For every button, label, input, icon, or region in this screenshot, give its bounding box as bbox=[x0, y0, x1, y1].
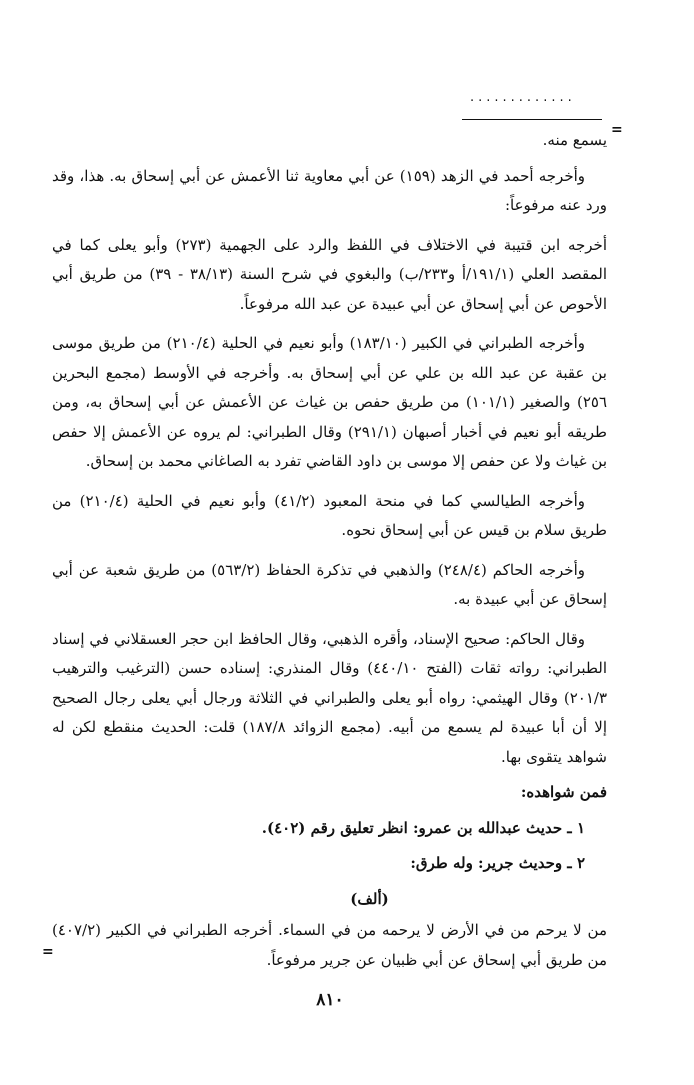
separator-dots: ............. bbox=[470, 90, 576, 105]
footnote-rule bbox=[462, 119, 602, 120]
paragraph-tayalisi: وأخرجه الطيالسي كما في منحة المعبود (٤١/٢) وأبو نعيم في الحلية (٢١٠/٤) من طريق سلام بن قيس عن أبي إسحاق نحوه. bbox=[52, 491, 607, 539]
witness-item-1: ١ ـ حديث عبدالله بن عمرو: انظر تعليق رقم (٤٠٢). bbox=[261, 818, 585, 837]
witnesses-heading: فمن شواهده: bbox=[520, 783, 607, 801]
paragraph-hakim: وأخرجه الحاكم (٢٤٨/٤) والذهبي في تذكرة الحفاظ (٥٦٣/٢) من طريق شعبة عن أبي إسحاق عن أبي عبيدة به. bbox=[52, 560, 607, 608]
paragraph-ahmad: وأخرجه أحمد في الزهد (١٥٩) عن أبي معاوية ثنا الأعمش عن أبي إسحاق به. هذا، وقد ورد عنه مرفوعاً: bbox=[52, 166, 607, 214]
paragraph-grading: وقال الحاكم: صحيح الإسناد، وأقره الذهبي، وقال الحافظ ابن حجر العسقلاني في إسناد الطبراني: رواته ثقات (الفتح ٤٤٠/١٠) وقال المنذري: إسناده حسن (الترغيب والترهيب ٢٠١/٣) وقال الهيثمي: رواه أبو يعلى والطبراني في الثلاثة ورجال أبي يعلى رجال الصحيح إلا أن أبا عبيدة لم يسمع من أبيه. (مجمع الزوائد ١٨٧/٨) قلت: الحديث منقطع لكن له شواهد يتقوى بها. bbox=[52, 629, 608, 766]
continuation-mark-bottom: = bbox=[42, 944, 54, 960]
paragraph-tabarani: وأخرجه الطبراني في الكبير (١٨٣/١٠) وأبو نعيم في الحلية (٢١٠/٤) من طريق موسى بن عقبة عن عبد الله بن علي عن أبي إسحاق به. وأخرجه في الأوسط (مجمع البحرين ٢٥٦) والصغير (١٠١/١) من طريق حفص بن غياث عن الأعمش عن أبي إسحاق به، ومن طريقه أبو نعيم في أخبار أصبهان (٢٩١/١) وقال الطبراني: لم يروه عن الأعمش إلا حفص بن غياث ولا عن حفص إلا موسى بن داود القاضي تفرد به الصاغاني محمد بن إسحاق. bbox=[52, 334, 607, 470]
alef-heading: (ألف) bbox=[350, 889, 389, 908]
page-number: ٨١٠ bbox=[316, 990, 344, 1010]
footnote-text bbox=[52, 126, 607, 985]
paragraph-continuation: يسمع منه. bbox=[542, 131, 607, 149]
continuation-mark-top: = bbox=[611, 122, 623, 138]
paragraph-jarir: من لا يرحم من في الأرض لا يرحمه من في السماء. أخرجه الطبراني في الكبير (٤٠٧/٢) من طريق أبي إسحاق عن أبي ظبيان عن جرير مرفوعاً. bbox=[52, 921, 607, 969]
witness-item-2: ٢ ـ وحديث جرير: وله طرق: bbox=[410, 854, 585, 872]
paragraph-ibn-qutaiba: أخرجه ابن قتيبة في الاختلاف في اللفظ والرد على الجهمية (٢٧٣) وأبو يعلى كما في المقصد العلي (١٩١/١/أ و٢٣٣/ب) والبغوي في شرح السنة (٣٨/١٣ - ٣٩) من طريق أبي الأحوص عن أبي إسحاق عن أبي عبيدة عن عبد الله مرفوعاً. bbox=[52, 235, 608, 313]
